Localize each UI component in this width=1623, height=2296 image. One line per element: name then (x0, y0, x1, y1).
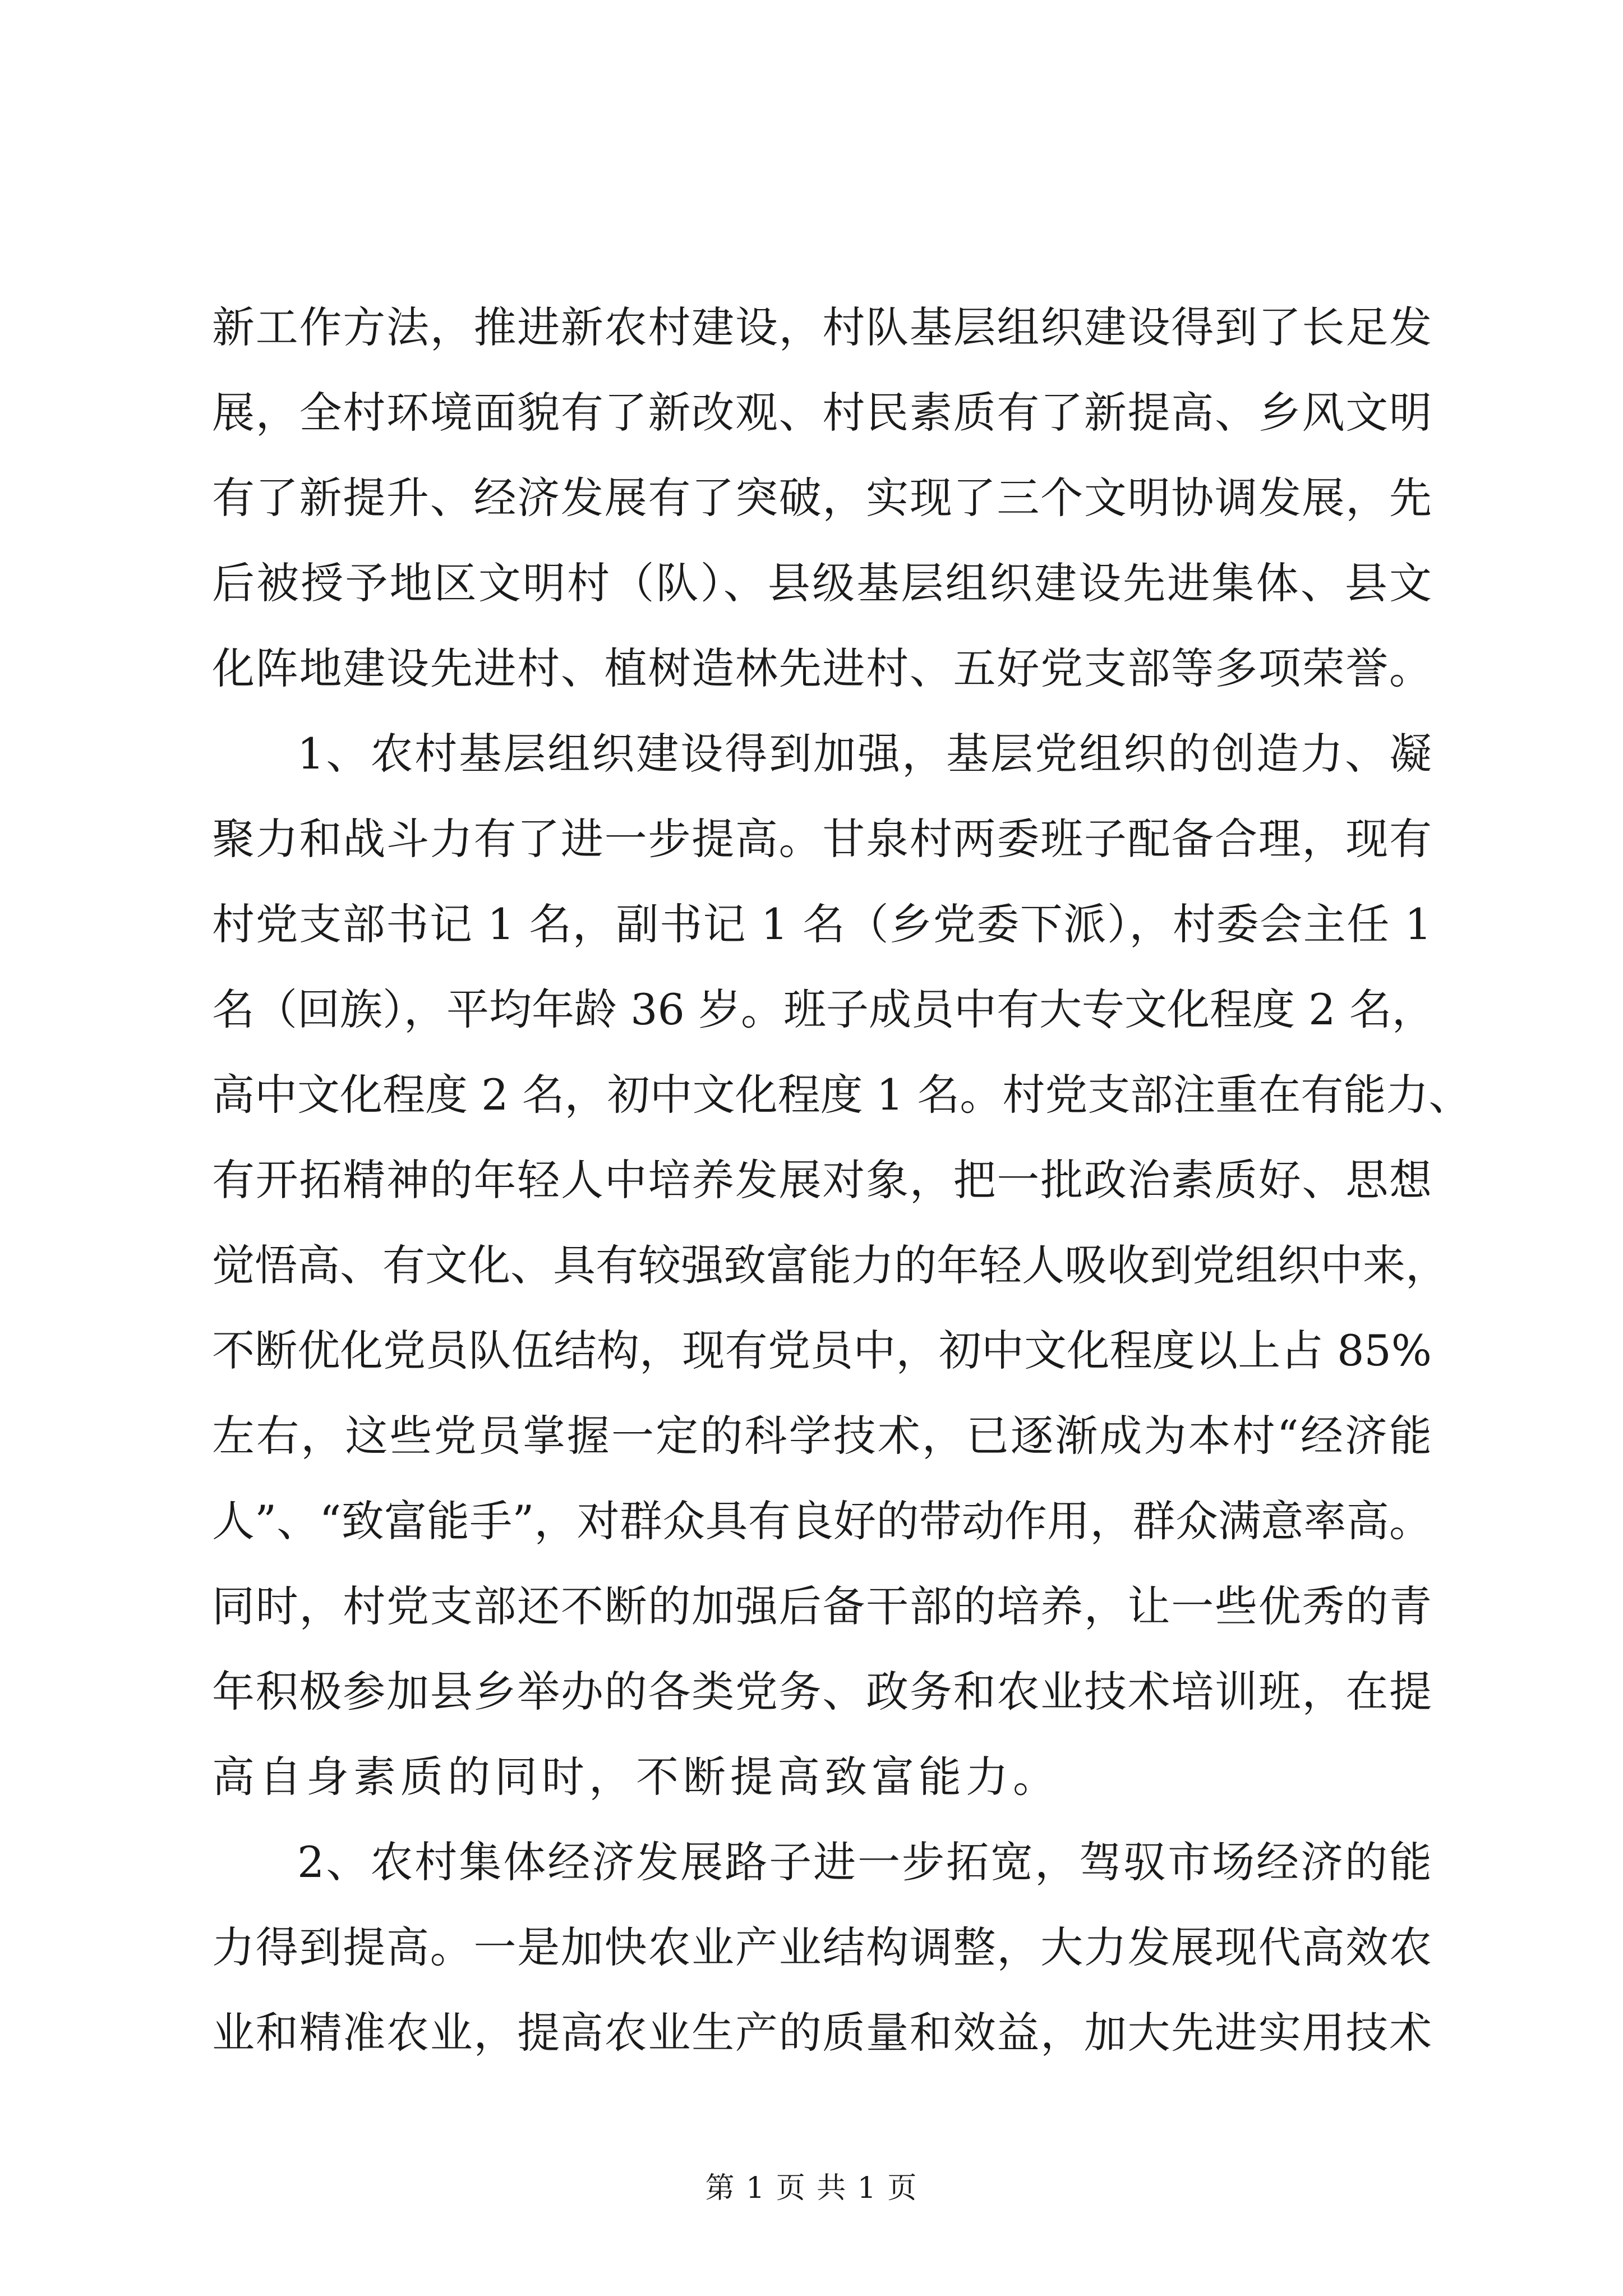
text-line: 业和精准农业，提高农业生产的质量和效益，加大先进实用技术 (212, 2008, 1432, 2058)
text-line: 同时，村党支部还不断的加强后备干部的培养，让一些优秀的青 (212, 1581, 1432, 1631)
text-line: 化阵地建设先进村、植树造林先进村、五好党支部等多项荣誉。 (212, 643, 1432, 693)
text-line: 力得到提高。一是加快农业产业结构调整，大力发展现代高效农 (212, 1922, 1432, 1972)
page-number-footer: 第 1 页 共 1 页 (705, 2171, 918, 2205)
text-line: 新工作方法，推进新农村建设，村队基层组织建设得到了长足发 (212, 302, 1432, 352)
text-line: 年积极参加县乡举办的各类党务、政务和农业技术培训班，在提 (212, 1667, 1432, 1717)
text-line: 不断优化党员队伍结构，现有党员中，初中文化程度以上占 85% (212, 1326, 1432, 1375)
text-line: 聚力和战斗力有了进一步提高。甘泉村两委班子配备合理，现有 (212, 814, 1432, 864)
text-line: 人”、“致富能手”，对群众具有良好的带动作用，群众满意率高。 (212, 1496, 1432, 1546)
text-line: 觉悟高、有文化、具有较强致富能力的年轻人吸收到党组织中来， (212, 1240, 1448, 1290)
text-line: 后被授予地区文明村（队）、县级基层组织建设先进集体、县文 (212, 558, 1432, 608)
paragraph-last-line: 高自身素质的同时，不断提高致富能力。 (212, 1752, 1060, 1802)
text-line: 高中文化程度 2 名，初中文化程度 1 名。村党支部注重在有能力、 (212, 1070, 1472, 1120)
text-line: 有开拓精神的年轻人中培养发展对象，把一批政治素质好、思想 (212, 1155, 1432, 1205)
text-line: 左右，这些党员掌握一定的科学技术，已逐渐成为本村“经济能 (212, 1411, 1432, 1461)
text-line: 展，全村环境面貌有了新改观、村民素质有了新提高、乡风文明 (212, 388, 1432, 438)
paragraph-first-line: 1、农村基层组织建设得到加强，基层党组织的创造力、凝 (297, 729, 1432, 779)
text-line: 村党支部书记 1 名，副书记 1 名（乡党委下派），村委会主任 1 (212, 899, 1432, 949)
text-line: 有了新提升、经济发展有了突破，实现了三个文明协调发展，先 (212, 473, 1432, 523)
text-line: 名（回族），平均年龄 36 岁。班子成员中有大专文化程度 2 名， (212, 984, 1435, 1034)
document-body (212, 285, 1472, 2076)
paragraph-first-line: 2、农村集体经济发展路子进一步拓宽，驾驭市场经济的能 (297, 1837, 1432, 1887)
